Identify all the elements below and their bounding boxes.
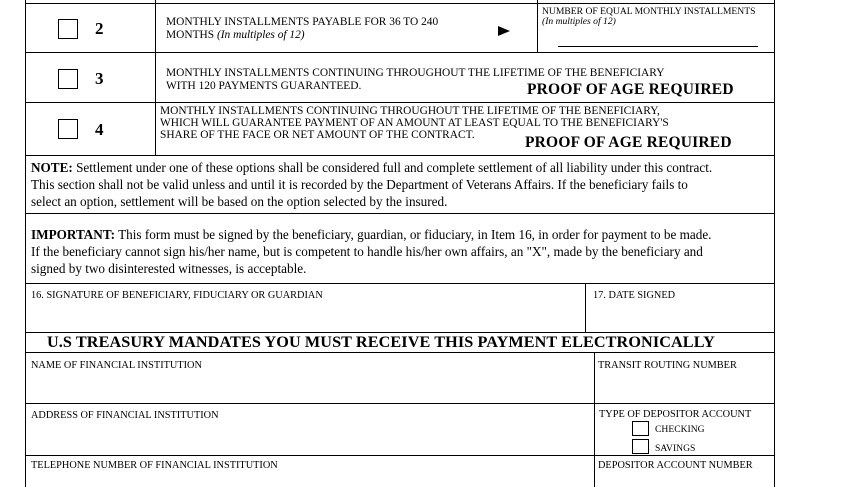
checking-label: CHECKING [655,424,705,435]
note-line2: This section shall not be valid unless and until it is recorded by the Department of Veterans Affairs. If the beneficiary fails to [31,177,688,192]
signature-field[interactable] [27,303,583,331]
arrow-right-icon [498,26,510,36]
option-2-number: 2 [95,19,104,38]
option-4-line1: MONTHLY INSTALLMENTS CONTINUING THROUGHOUT THE LIFETIME OF THE BENEFICIARY, [160,105,660,117]
option-4-line2: WHICH WILL GUARANTEE PAYMENT OF AN AMOUNT AT LEAST EQUAL TO THE BENEFICIARY'S [160,117,669,129]
installments-divider [537,0,538,52]
equal-installments-hint: (In multiples of 12) [542,16,616,27]
option-3-number: 3 [95,69,104,88]
row-line [25,102,775,103]
form-left-border [25,0,26,487]
institution-phone-label: TELEPHONE NUMBER OF FINANCIAL INSTITUTION [31,460,278,471]
note-label: NOTE: [31,160,73,175]
option-2-checkbox[interactable] [58,19,78,39]
option-divider [155,0,156,155]
option-3-line2: WITH 120 PAYMENTS GUARANTEED. [166,80,362,92]
date-divider [585,283,586,332]
institution-name-field[interactable] [27,374,592,401]
important-label: IMPORTANT: [31,227,116,242]
bank-divider [594,352,595,487]
important-line1: IMPORTANT: This form must be signed by the beneficiary, guardian, or fiduciary, in Item 16, in order for payment to be made. [31,227,712,242]
option-2-line2 [166,29,305,41]
institution-name-label: NAME OF FINANCIAL INSTITUTION [31,360,202,371]
important-line3: signed by two disinterested witnesses, is acceptable. [31,261,307,276]
note-line1: NOTE: Settlement under one of these options shall be considered full and complete settlement of all liability under this contract. [31,160,713,175]
savings-label: SAVINGS [655,443,696,454]
option-4-line3: SHARE OF THE FACE OR NET AMOUNT OF THE CONTRACT. [160,129,475,141]
option-2-multiples: (In multiples of 12) [216,29,305,41]
signature-field-label: 16. SIGNATURE OF BENEFICIARY, FIDUCIARY OR GUARDIAN [31,290,323,301]
date-signed-field[interactable] [588,303,772,331]
account-number-label: DEPOSITOR ACCOUNT NUMBER [598,460,753,471]
form-right-border [774,0,775,487]
equal-installments-label: NUMBER OF EQUAL MONTHLY INSTALLMENTS [542,6,756,17]
routing-number-label: TRANSIT ROUTING NUMBER [598,360,737,371]
row-line [25,213,775,214]
option-3-checkbox[interactable] [58,69,78,89]
option-3-line1: MONTHLY INSTALLMENTS CONTINUING THROUGHOUT THE LIFETIME OF THE BENEFICIARY [166,67,665,79]
row-line [25,403,775,404]
important-line2: If the beneficiary cannot sign his/her name, but is competent to handle his/her own affairs, an "X", made by the beneficiary and [31,244,703,259]
option-4-checkbox[interactable] [58,119,78,139]
date-signed-label: 17. DATE SIGNED [593,290,676,301]
account-number-field[interactable] [597,473,772,487]
savings-checkbox[interactable] [632,439,649,454]
option-4-proof-required: PROOF OF AGE REQUIRED [525,134,732,151]
option-3-proof-required: PROOF OF AGE REQUIRED [527,81,734,98]
row-line [25,283,775,284]
note-line3: select an option, settlement will be based on the option selected by the insured. [31,194,448,209]
routing-number-field[interactable] [597,374,772,401]
checking-checkbox[interactable] [632,421,649,436]
row-line [25,52,775,53]
institution-phone-field[interactable] [27,473,592,487]
institution-address-label: ADDRESS OF FINANCIAL INSTITUTION [31,410,219,421]
option-4-number: 4 [95,120,104,139]
row-line [25,155,775,156]
equal-installments-input[interactable] [558,46,758,47]
row-line [25,3,775,4]
row-line [25,455,775,456]
option-2-line1: MONTHLY INSTALLMENTS PAYABLE FOR 36 TO 240 [166,16,439,28]
treasury-banner: U.S TREASURY MANDATES YOU MUST RECEIVE THIS PAYMENT ELECTRONICALLY [47,333,715,351]
institution-address-field[interactable] [27,424,592,453]
row-line [25,352,775,353]
option-2-months: MONTHS [166,29,215,41]
account-type-label: TYPE OF DEPOSITOR ACCOUNT [599,409,752,420]
